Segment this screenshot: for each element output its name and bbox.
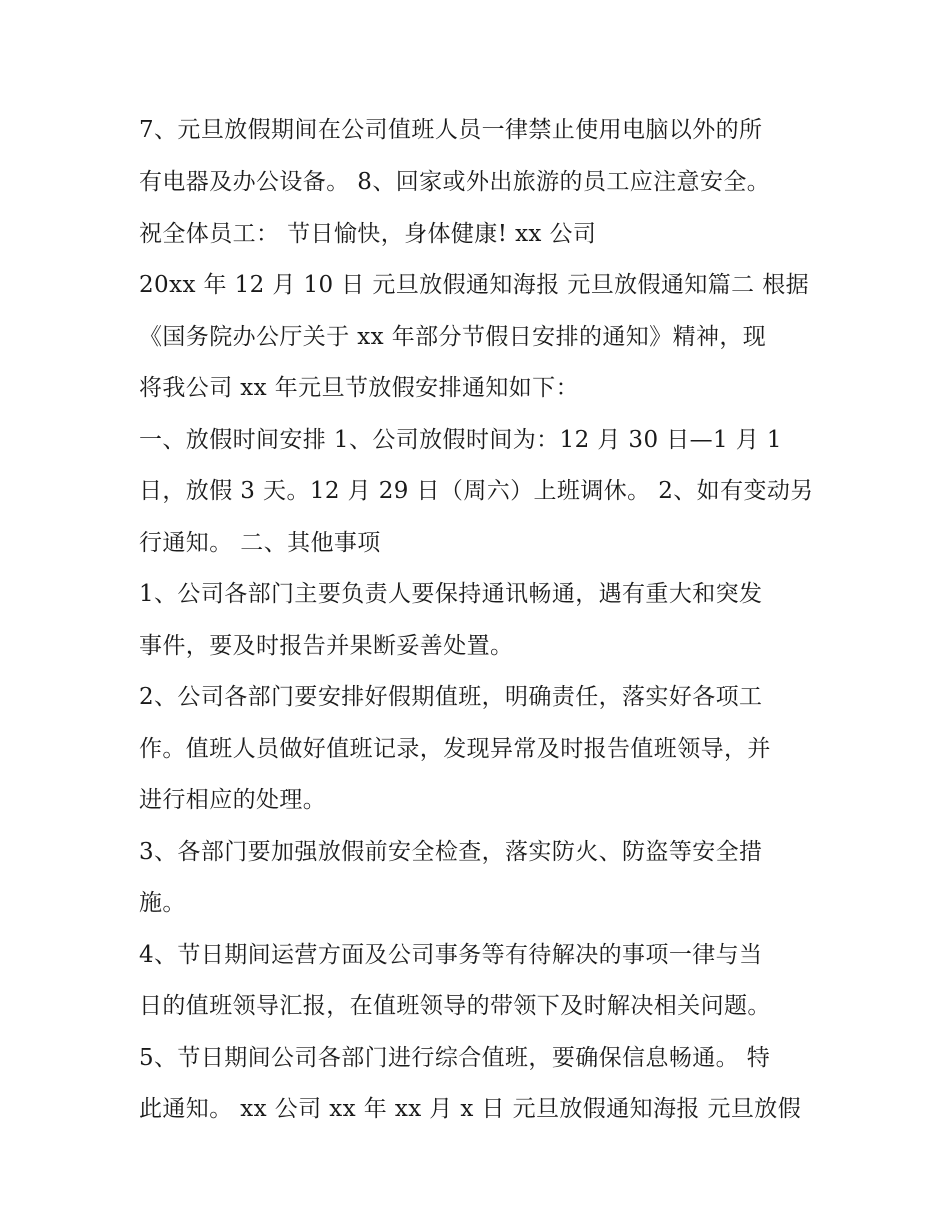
text-line: 施。 [139, 890, 186, 916]
text-line: 《国务院办公厅关于 xx 年部分节假日安排的通知》精神，现 [139, 324, 767, 350]
text-line: 1、公司各部门主要负责人要保持通讯畅通，遇有重大和突发 [139, 581, 763, 607]
text-line: 有电器及办公设备。 8、回家或外出旅游的员工应注意安全。 [139, 169, 771, 195]
text-line: 祝全体员工： 节日愉快，身体健康! xx 公司 [139, 221, 597, 247]
text-line: 作。值班人员做好值班记录，发现异常及时报告值班领导，并 [139, 736, 771, 762]
text-line: 7、元旦放假期间在公司值班人员一律禁止使用电脑以外的所 [139, 117, 763, 143]
text-line: 20xx 年 12 月 10 日 元旦放假通知海报 元旦放假通知篇二 根据 [139, 272, 810, 298]
text-line: 日，放假 3 天。12 月 29 日（周六）上班调休。 2、如有变动另 [139, 478, 814, 504]
text-line: 将我公司 xx 年元旦节放假安排通知如下： [139, 375, 579, 401]
text-line: 进行相应的处理。 [139, 787, 327, 813]
text-line: 此通知。 xx 公司 xx 年 xx 月 x 日 元旦放假通知海报 元旦放假 [139, 1096, 802, 1122]
text-line: 行通知。 二、其他事项 [139, 530, 381, 556]
text-line: 3、各部门要加强放假前安全检查，落实防火、防盗等安全措 [139, 839, 763, 865]
text-line: 2、公司各部门要安排好假期值班，明确责任，落实好各项工 [139, 684, 763, 710]
text-line: 5、节日期间公司各部门进行综合值班，要确保信息畅通。 特 [139, 1045, 771, 1071]
text-line: 事件，要及时报告并果断妥善处置。 [139, 633, 514, 659]
text-line: 4、节日期间运营方面及公司事务等有待解决的事项一律与当 [139, 942, 763, 968]
text-line: 一、放假时间安排 1、公司放假时间为：12 月 30 日—1 月 1 [139, 427, 782, 453]
text-line: 日的值班领导汇报，在值班领导的带领下及时解决相关问题。 [139, 993, 771, 1019]
